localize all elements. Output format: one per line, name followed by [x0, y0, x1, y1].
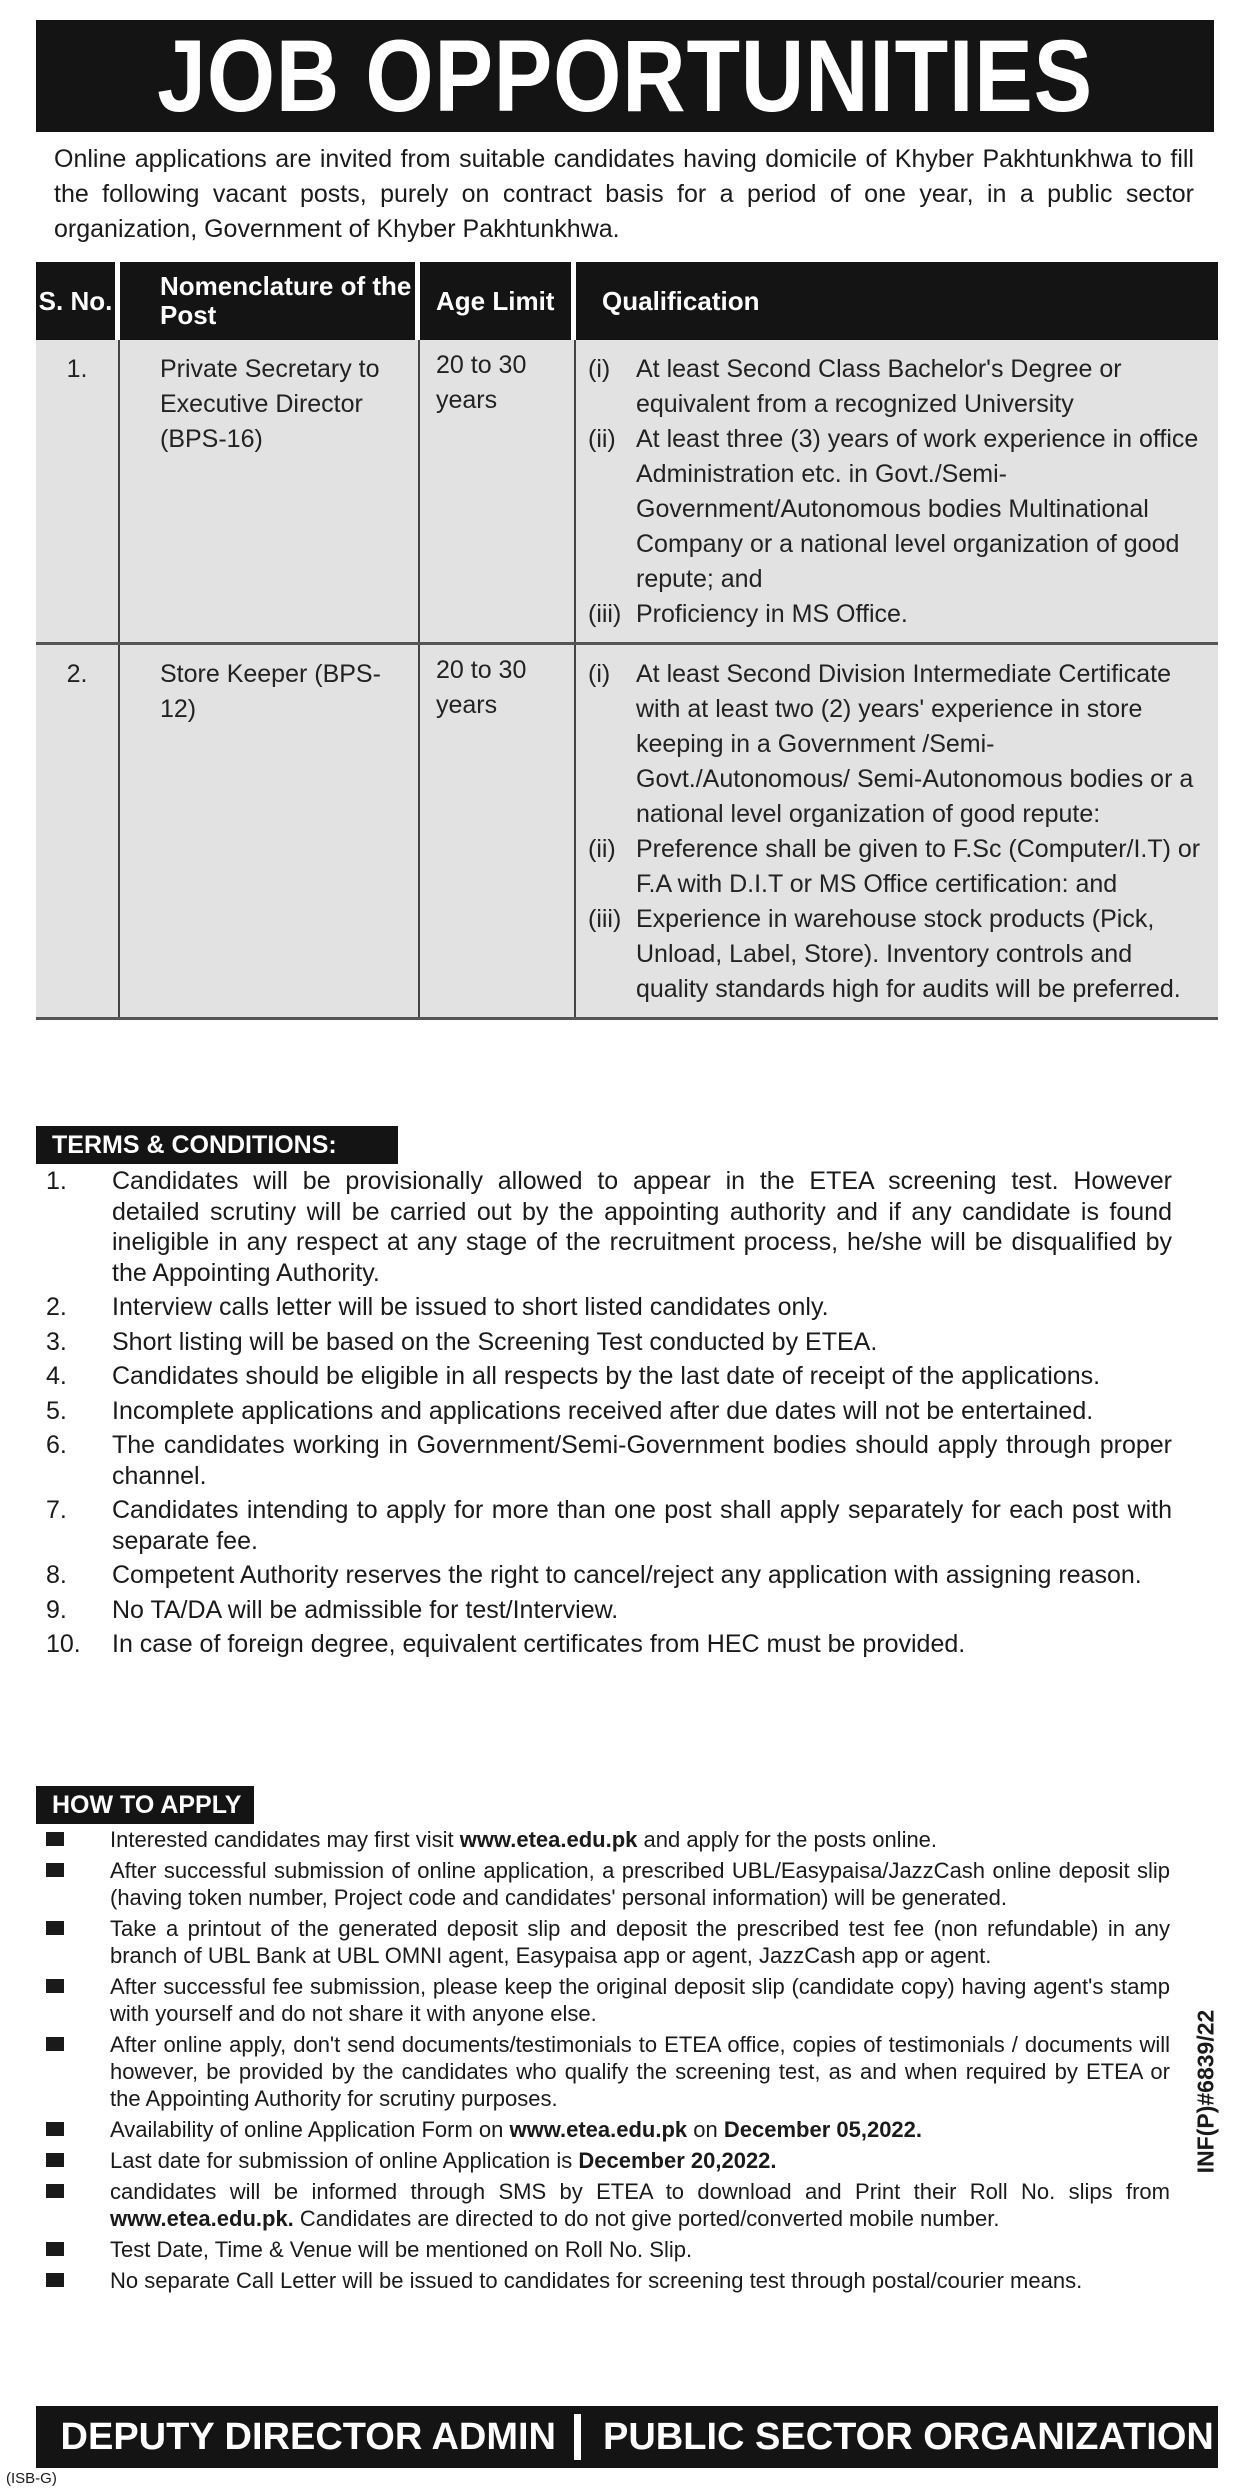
list-item	[46, 1629, 1172, 1660]
apply-text	[110, 2116, 1170, 2143]
qualification-item	[588, 832, 1202, 902]
row-age-limit: 20 to 30 years	[420, 645, 576, 1017]
list-item	[46, 2147, 1170, 2174]
square-bullet-icon	[46, 2184, 64, 2198]
square-bullet-icon	[46, 2153, 64, 2167]
term-number: 6.	[46, 1431, 67, 1459]
list-item	[46, 2267, 1170, 2294]
footer-organization: PUBLIC SECTOR ORGANIZATION	[603, 2415, 1214, 2458]
apply-text	[110, 2147, 1170, 2174]
qualification-item	[588, 597, 1202, 632]
qualification-item	[588, 352, 1202, 422]
qualification-text: At least Second Division Intermediate Certificate with at least two (2) years' experience in store keeping in a Government /Semi-Govt./Autonomous/ Semi-Autonomous bodies or a national level organization of good repute:	[636, 660, 1194, 828]
qualification-item	[588, 422, 1202, 597]
term-number: 4.	[46, 1362, 67, 1390]
list-item	[46, 1495, 1172, 1556]
term-number: 7.	[46, 1496, 67, 1524]
term-text: Candidates intending to apply for more than one post shall apply separately for each post with separate fee.	[112, 1496, 1172, 1555]
list-item	[46, 1915, 1170, 1969]
website-link-text: www.etea.edu.pk	[509, 2117, 688, 2142]
qualification-number: (ii)	[588, 835, 616, 863]
list-item	[46, 2031, 1170, 2112]
qualification-text: At least three (3) years of work experience in office Administration etc. in Govt./Semi-Government/Autonomous bodies Multinational Company or a national level organization of good repute; and	[636, 425, 1199, 593]
list-item	[46, 1361, 1172, 1392]
list-item	[46, 1292, 1172, 1323]
qualification-item	[588, 902, 1202, 1007]
footer-divider	[574, 2414, 581, 2460]
apply-text-part: on	[687, 2117, 724, 2142]
row-post-name: Private Secretary to Executive Director (BPS-16)	[120, 340, 420, 642]
square-bullet-icon	[46, 2242, 64, 2256]
list-item	[46, 1166, 1172, 1288]
row-sno: 1.	[36, 340, 120, 642]
bottom-code: (ISB-G)	[6, 2470, 57, 2487]
apply-text-part: Availability of online Application Form on	[110, 2117, 510, 2142]
square-bullet-icon	[46, 1863, 64, 1877]
term-text: Short listing will be based on the Screening Test conducted by ETEA.	[112, 1327, 878, 1356]
footer-banner	[36, 2406, 1218, 2468]
date-text: December 05,2022.	[723, 2117, 923, 2142]
term-number: 1.	[46, 1167, 67, 1195]
list-item	[46, 1396, 1172, 1427]
list-item	[46, 2116, 1170, 2143]
qualification-number: (iii)	[588, 600, 622, 628]
apply-text	[110, 2178, 1170, 2232]
apply-text: No separate Call Letter will be issued to candidates for screening test through postal/courier means.	[110, 2268, 1083, 2293]
apply-text-part: Interested candidates may first visit	[110, 1827, 460, 1852]
list-item	[46, 2178, 1170, 2232]
intro-paragraph: Online applications are invited from suitable candidates having domicile of Khyber Pakhtunkhwa to fill the following vacant posts, purely on contract basis for a period of one year, in a public sector organization, Government of Khyber Pakhtunkhwa.	[54, 145, 1194, 243]
page-title: JOB OPPORTUNITIES	[157, 19, 1093, 133]
square-bullet-icon	[46, 2037, 64, 2051]
table-row	[36, 645, 1218, 1020]
square-bullet-icon	[46, 2273, 64, 2287]
table-row	[36, 340, 1218, 645]
term-number: 3.	[46, 1327, 67, 1356]
apply-text-part: Last date for submission of online Application is	[110, 2148, 579, 2173]
apply-list	[46, 1826, 1170, 2298]
apply-text: After successful submission of online application, a prescribed UBL/Easypaisa/JazzCash online deposit slip (having token number, Project code and candidates' personal information) will be generated.	[110, 1858, 1170, 1910]
list-item	[46, 1430, 1172, 1491]
square-bullet-icon	[46, 2122, 64, 2136]
term-number: 2.	[46, 1293, 67, 1321]
qualification-number: (i)	[588, 660, 611, 688]
term-number: 10.	[46, 1630, 81, 1658]
square-bullet-icon	[46, 1921, 64, 1935]
qualification-text: Preference shall be given to F.Sc (Computer/I.T) or F.A with D.I.T or MS Office certification: and	[636, 835, 1201, 898]
qualification-text: Experience in warehouse stock products (Pick, Unload, Label, Store). Inventory controls and quality standards high for audits will be preferred.	[636, 905, 1181, 1003]
header-age-limit: Age Limit	[420, 262, 576, 340]
row-qualification	[576, 645, 1218, 1017]
website-link-text: www.etea.edu.pk.	[110, 2206, 294, 2231]
list-item	[46, 1826, 1170, 1853]
how-to-apply-heading: HOW TO APPLY	[36, 1786, 254, 1824]
qualification-number: (i)	[588, 355, 611, 383]
title-banner	[36, 20, 1214, 132]
term-number: 8.	[46, 1561, 67, 1589]
term-number: 9.	[46, 1595, 67, 1624]
qualification-text: At least Second Class Bachelor's Degree or equivalent from a recognized University	[636, 355, 1122, 418]
term-text: Candidates should be eligible in all respects by the last date of receipt of the applications.	[112, 1362, 1101, 1390]
list-item	[46, 1973, 1170, 2027]
term-text: No TA/DA will be admissible for test/Interview.	[112, 1595, 619, 1624]
header-post-name: Nomenclature of the Post	[120, 262, 420, 340]
apply-text-part: and apply for the posts online.	[637, 1827, 938, 1852]
footer-issuer: DEPUTY DIRECTOR ADMIN	[60, 2415, 556, 2458]
qualification-text: Proficiency in MS Office.	[636, 600, 908, 628]
apply-text: After online apply, don't send documents/testimonials to ETEA office, copies of testimonials / documents will however, be provided by the candidates who qualify the screening test, as and when required by ETEA or the Appointing Authority for scrutiny purposes.	[110, 2032, 1170, 2111]
term-text: Incomplete applications and applications received after due dates will not be entertained.	[112, 1396, 1094, 1425]
date-text: December 20,2022.	[578, 2148, 777, 2173]
term-text: The candidates working in Government/Semi-Government bodies should apply through proper channel.	[112, 1431, 1172, 1490]
header-sno: S. No.	[36, 262, 120, 340]
row-qualification	[576, 340, 1218, 642]
list-item	[46, 2236, 1170, 2263]
qualification-number: (ii)	[588, 425, 616, 453]
square-bullet-icon	[46, 1832, 64, 1846]
jobs-table	[36, 262, 1218, 1020]
qualification-number: (iii)	[588, 905, 622, 933]
list-item	[46, 1857, 1170, 1911]
reference-code-text: INF(P)#6839/22	[1192, 2009, 1219, 2173]
website-link-text: www.etea.edu.pk	[459, 1827, 638, 1852]
term-number: 5.	[46, 1396, 67, 1425]
square-bullet-icon	[46, 1979, 64, 1993]
term-text: Candidates will be provisionally allowed to appear in the ETEA screening test. However detailed scrutiny will be carried out by the appointing authority and if any candidate is found ineligible in any respect at any stage of the recruitment process, he/she will be disqualified by the Appointing Authority.	[112, 1167, 1172, 1287]
list-item	[46, 1560, 1172, 1591]
list-item	[46, 1327, 1172, 1358]
table-header	[36, 262, 1218, 340]
row-age-limit: 20 to 30 years	[420, 340, 576, 642]
apply-text-part: candidates will be informed through SMS by ETEA to download and Print their Roll No. slips from	[110, 2179, 1170, 2204]
term-text: Interview calls letter will be issued to short listed candidates only.	[112, 1293, 829, 1321]
apply-text: Test Date, Time & Venue will be mentioned on Roll No. Slip.	[110, 2237, 693, 2262]
terms-heading: TERMS & CONDITIONS:	[36, 1126, 398, 1164]
list-item	[46, 1595, 1172, 1626]
apply-text-part: Candidates are directed to do not give ported/converted mobile number.	[293, 2206, 1000, 2231]
row-post-name: Store Keeper (BPS-12)	[120, 645, 420, 1017]
term-text: In case of foreign degree, equivalent certificates from HEC must be provided.	[112, 1630, 966, 1658]
term-text: Competent Authority reserves the right to cancel/reject any application with assigning reason.	[112, 1561, 1142, 1589]
apply-text: Take a printout of the generated deposit slip and deposit the prescribed test fee (non refundable) in any branch of UBL Bank at UBL OMNI agent, Easypaisa app or agent, JazzCash app or agent.	[110, 1916, 1170, 1968]
row-sno: 2.	[36, 645, 120, 1017]
qualification-item	[588, 657, 1202, 832]
apply-text	[110, 1826, 1170, 1853]
apply-text: After successful fee submission, please keep the original deposit slip (candidate copy) having agent's stamp with yourself and do not share it with anyone else.	[110, 1974, 1170, 2026]
header-qualification: Qualification	[602, 285, 760, 316]
reference-code	[1188, 1996, 1224, 2186]
terms-list	[46, 1166, 1172, 1664]
